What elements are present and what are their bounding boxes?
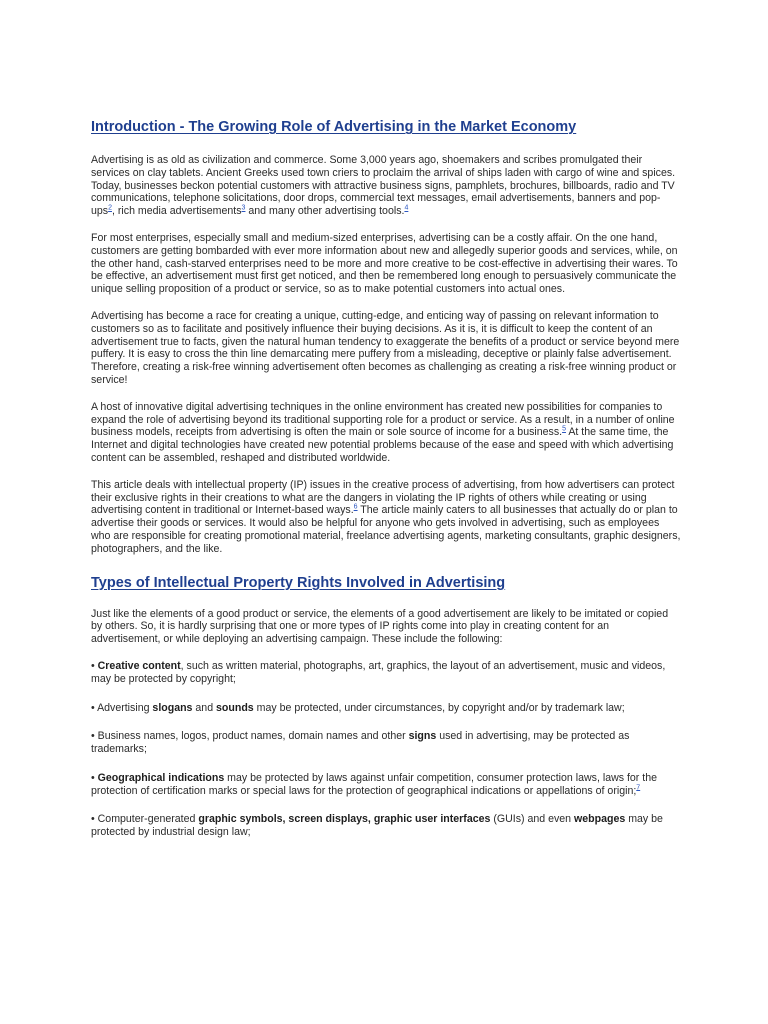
paragraph-text: At the same time, the Internet and digital technologies have created new potential problems because of the ease and speed with which advertising content can be assembled, reshaped and distributed worldwide. [91,426,674,464]
footnote-link-2[interactable]: 2 [108,204,112,212]
paragraph-race: Advertising has become a race for creating a unique, cutting-edge, and enticing way of passing on relevant information to customers so as to facilitate and positively influence their buying decisions. As it is, it is difficult to keep the content of an advertisement true to facts, given the natural human tendency to exaggerate the benefits of a product or service beyond mere puffery. It is easy to cross the thin line demarcating mere puffery from a misleading, deceptive or plainly false advertisement. Therefore, creating a risk-free winning advertisement often becomes as challenging as creating a risk-free winning product or service! [91,309,680,386]
bullet-signs [91,730,681,756]
section-heading-ip-rights: Types of Intellectual Property Rights Involved in Advertising [91,574,506,591]
document-page [91,118,681,855]
bullet-geographical-indications [91,772,681,798]
paragraph-article-scope [91,479,681,556]
bullet-graphic-symbols [91,813,681,839]
paragraph-digital-techniques [91,401,681,465]
bullet-text: may be protected by laws against unfair competition, consumer protection laws, laws for the protection of certification marks or special laws for the protection of geographical indications or appellations of origin; [91,771,658,797]
bullet-creative-content [91,660,681,686]
bullet-text: (GUIs) and even [490,813,575,826]
bullet-prefix: • Business names, logos, product names, domain names and other [91,730,409,743]
bullet-bold-term: Geographical indications [97,771,225,784]
paragraph-ip-intro: Just like the elements of a good product or service, the elements of a good advertisement are likely to be imitated or copied by others. So, it is hardly surprising that one or more types of IP rights come into play in creating content for an advertisement, or while deploying an advertising campaign. These include the following: [91,607,669,646]
bullet-bold-term: sounds [216,701,254,714]
paragraph-text: Advertising is as old as civilization and commerce. Some 3,000 years ago, shoemakers and scribes promulgated their services on clay tablets. Ancient Greeks used town criers to proclaim the arrival of ships laden with cargo of wine and spices. Today, businesses beckon potential customers with attractive business signs, pamphlets, brochures, billboards, radio and TV communications, telephone solicitations, door drops, commercial text messages, email advertisements, banners and pop-ups [91,154,676,218]
bullet-prefix: • [91,771,98,784]
footnote-link-7[interactable]: 7 [636,784,641,792]
footnote-link-4[interactable]: 4 [404,204,409,212]
bullet-prefix: • [91,659,98,672]
footnote-link-6[interactable]: 6 [353,503,358,511]
bullet-text: used in advertising, may be protected as trademarks; [91,730,630,756]
bullet-text: and [192,701,217,714]
bullet-text: may be protected by industrial design law; [91,813,663,839]
bullet-text: , such as written material, photographs, art, graphics, the layout of an advertisement, music and videos, may be protected by copyright; [91,659,666,685]
bullet-bold-term: signs [408,730,437,743]
footnote-link-3[interactable]: 3 [241,204,246,212]
paragraph-text: A host of innovative digital advertising techniques in the online environment has created new possibilities for companies to expand the role of advertising beyond its traditional supporting role for a product or service. As a result, in a number of online business models, receipts from advertising is often the main or sole source of income for a business. [91,400,675,439]
bullet-prefix: • Computer-generated [91,813,199,826]
section-heading-introduction: Introduction - The Growing Role of Advertising in the Market Economy [91,119,577,135]
paragraph-text: , rich media advertisements [112,205,242,218]
paragraph-history [91,154,681,218]
paragraph-text: The article mainly caters to all businesses that actually do or plan to advertise their goods or services. It would also be helpful for anyone who gets involved in advertising, such as employees who are responsible for creating promotional material, freelance advertising agents, marketing consultants, graphic designers, photographers, and the like. [91,504,681,555]
bullet-bold-term: Creative content [97,659,181,672]
bullet-bold-term: slogans [152,701,193,714]
bullet-text: may be protected, under circumstances, by copyright and/or by trademark law; [253,701,625,714]
paragraph-text: This article deals with intellectual property (IP) issues in the creative process of advertising, from how advertisers can protect their exclusive rights in their creations to what are the dangers in violating the IP rights of others while creating or using advertising content in traditional or Internet-based ways. [91,478,675,517]
bullet-bold-term: webpages [574,813,626,826]
paragraph-costly-affair: For most enterprises, especially small and medium-sized enterprises, advertising can be a costly affair. On the one hand, customers are getting bombarded with ever more information about new and allegedly superior goods and services, while, on the other hand, cash-starved enterprises need to be more and more creative to be cost-effective in advertising their wares. To be effective, an advertisement must first get noticed, and then be remembered long enough to persuasively communicate the unique selling proposition of a product or service, so as to make potential customers into actual ones. [91,231,678,296]
bullet-prefix: • Advertising [91,701,153,714]
footnote-link-5[interactable]: 5 [562,425,566,433]
bullet-bold-term: graphic symbols, screen displays, graphic user interfaces [198,813,491,826]
bullet-slogans-sounds [91,702,681,715]
paragraph-text: and many other advertising tools. [245,205,405,218]
